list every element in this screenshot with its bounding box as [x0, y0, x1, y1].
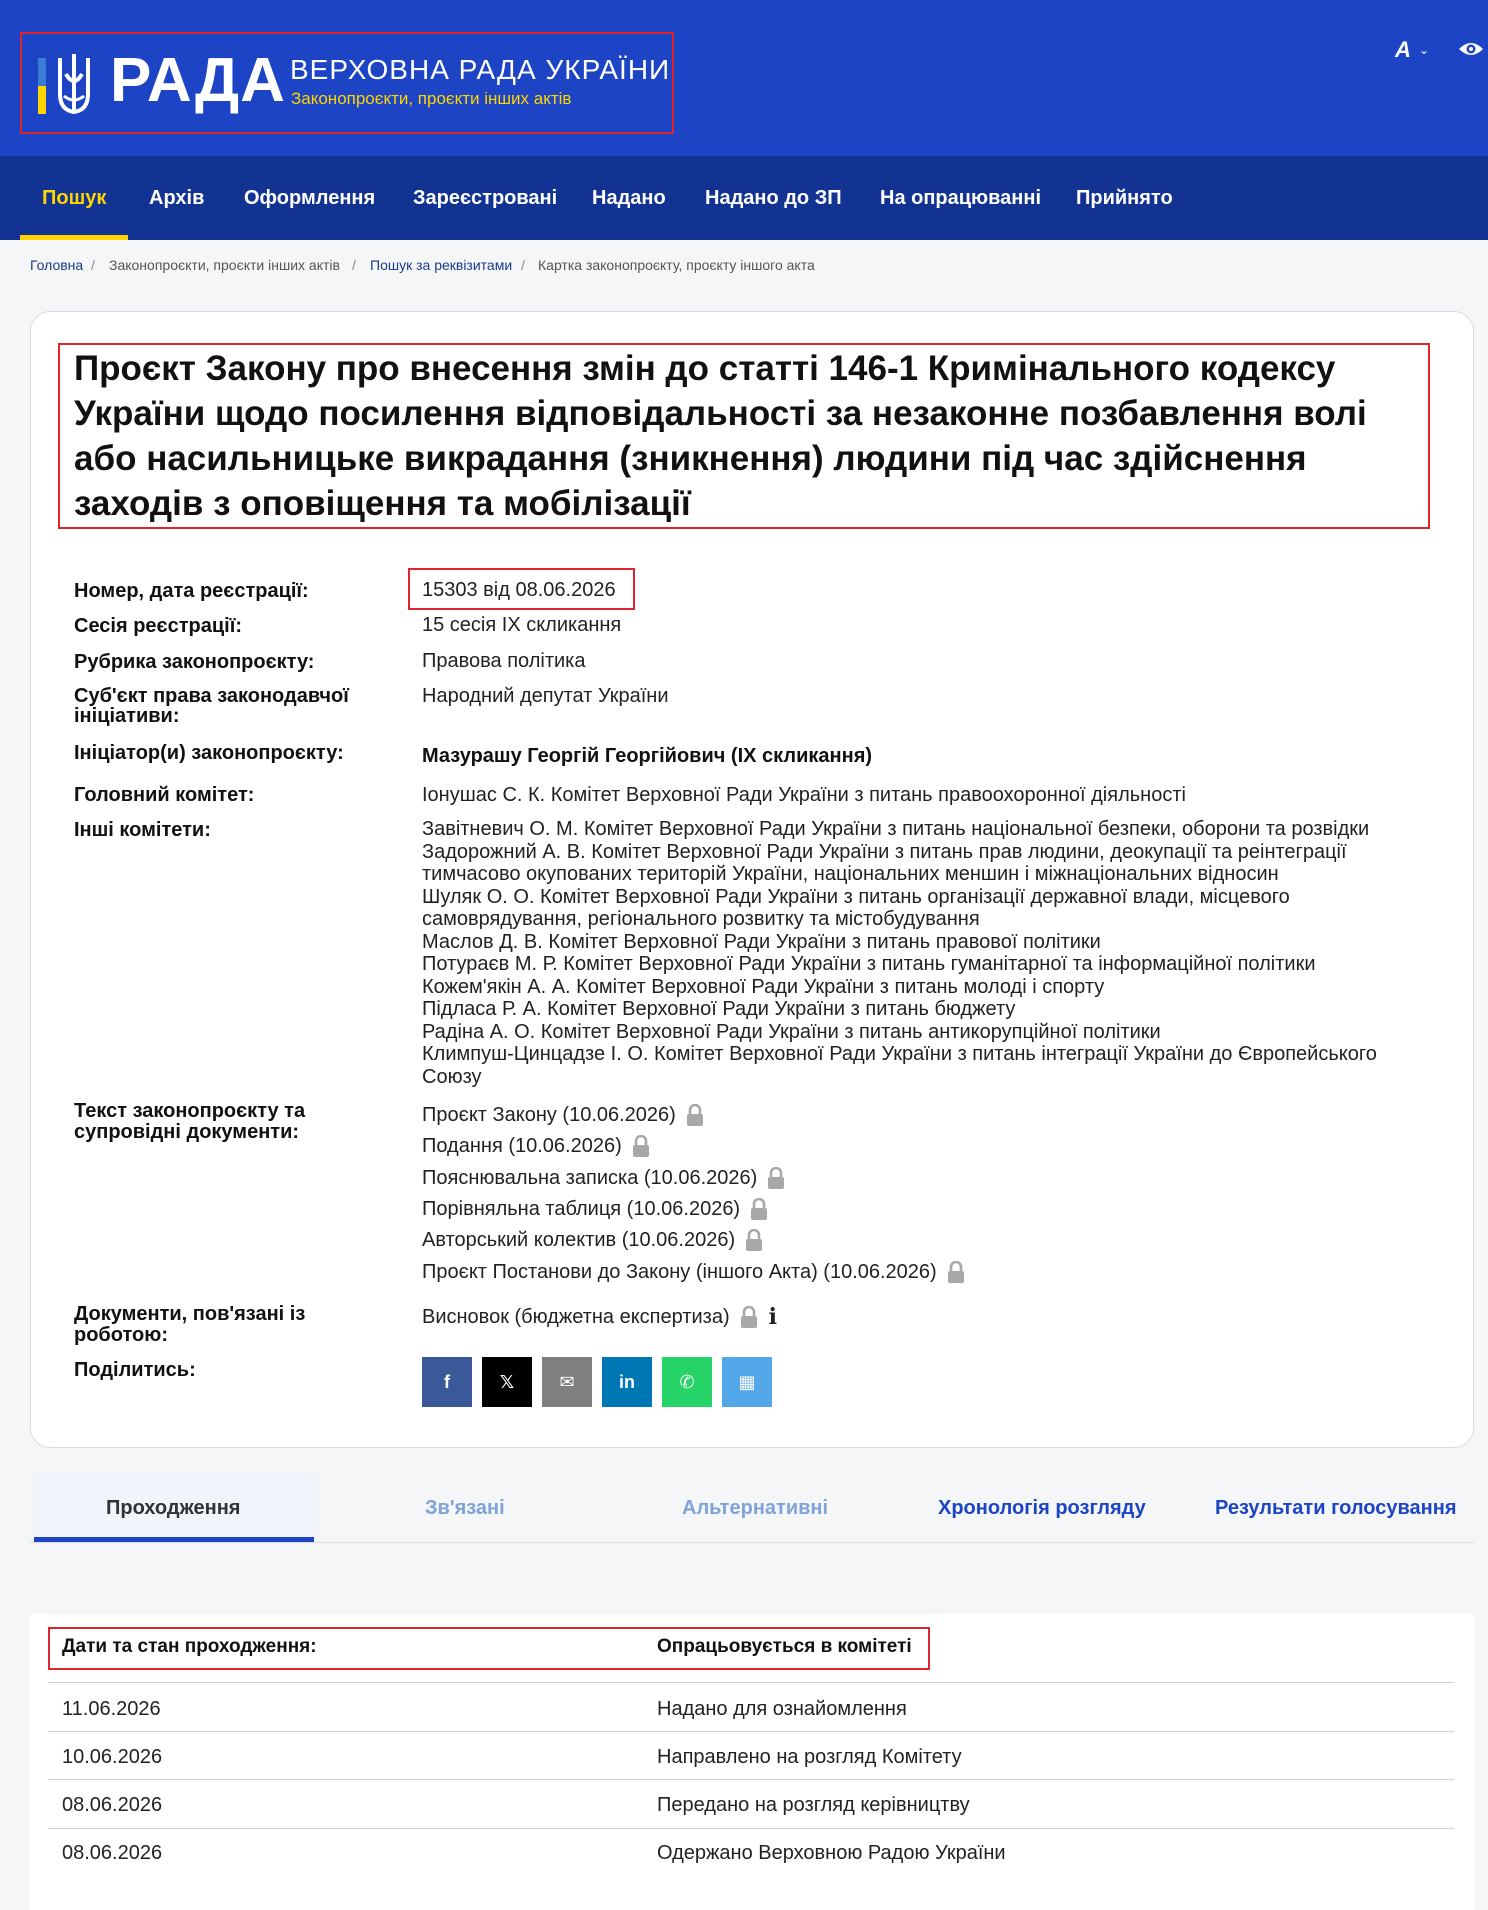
tab-related[interactable]: Зв'язані [425, 1497, 505, 1519]
committee-item: Климпуш-Цинцадзе І. О. Комітет Верховної Ради України з питань інтеграції України до Європейського Союзу [422, 1043, 1377, 1088]
rubric-label: Рубрика законопроєкту: [74, 651, 315, 673]
page-title: Проєкт Закону про внесення змін до статті 146-1 Кримінального кодексу України щодо посилення відповідальності за незаконне позбавлення волі або насильницьке викрадання (зникнення) людини під час здійснення заходів з оповіщення та мобілізації [74, 349, 1367, 523]
breadcrumb-current: Картка законопроєкту, проєкту іншого акта [538, 257, 815, 273]
status-row-date: 11.06.2026 [62, 1698, 161, 1720]
other-committees-label: Інші комітети: [74, 819, 211, 841]
row-divider [48, 1828, 1454, 1829]
status-row-text: Одержано Верховною Радою України [657, 1842, 1006, 1864]
status-row-text: Надано для ознайомлення [657, 1698, 907, 1720]
nav-item-archive[interactable]: Архів [149, 187, 205, 209]
subject-value: Народний депутат України [422, 685, 669, 707]
nav-item-registered[interactable]: Зареєстровані [413, 187, 558, 209]
share-x-button[interactable] [482, 1357, 532, 1407]
related-doc-link[interactable]: Висновок (бюджетна експертиза) [422, 1306, 730, 1328]
nav-item-in-progress[interactable]: На опрацюванні [880, 187, 1042, 209]
doc-item[interactable] [422, 1260, 966, 1284]
x-icon: 𝕏 [499, 1371, 515, 1392]
trident-icon [38, 54, 110, 118]
doc-item[interactable] [422, 1197, 769, 1221]
org-subtitle: Законопроєкти, проєкти інших актів [291, 89, 572, 108]
status-row-date: 08.06.2026 [62, 1842, 163, 1864]
other-committees-list [422, 818, 1432, 1088]
row-divider [48, 1682, 1454, 1683]
share-linkedin-button[interactable] [602, 1357, 652, 1407]
nav-item-drafting[interactable]: Оформлення [244, 187, 376, 209]
doc-item[interactable] [422, 1166, 786, 1190]
lock-icon [766, 1167, 786, 1189]
row-divider [48, 1731, 1454, 1732]
doc-link[interactable]: Проєкт Постанови до Закону (іншого Акта) (10.06.2026) [422, 1261, 937, 1283]
nav-item-adopted[interactable]: Прийнято [1076, 187, 1173, 209]
doc-link[interactable]: Подання (10.06.2026) [422, 1135, 622, 1157]
committee-item: Радіна А. О. Комітет Верховної Ради України з питань антикорупційної політики [422, 1020, 1161, 1043]
info-icon[interactable]: i [768, 1304, 777, 1330]
doc-item[interactable] [422, 1134, 651, 1158]
committee-item: Завітневич О. М. Комітет Верховної Ради України з питань національної безпеки, оборони та розвідки [422, 818, 1370, 840]
nav-item-submitted[interactable]: Надано [592, 187, 666, 209]
lock-icon [946, 1261, 966, 1283]
tabs-divider [30, 1542, 1474, 1543]
breadcrumb-bills[interactable]: Законопроєкти, проєкти інших актів [109, 257, 340, 273]
qr-code-icon: ▦ [738, 1371, 756, 1392]
tab-chronology[interactable]: Хронологія розгляду [938, 1497, 1146, 1519]
committee-item: Підласа Р. А. Комітет Верховної Ради України з питань бюджету [422, 998, 1016, 1020]
status-row-date: 10.06.2026 [62, 1746, 163, 1768]
doc-link[interactable]: Проєкт Закону (10.06.2026) [422, 1104, 676, 1126]
linkedin-icon: in [619, 1371, 635, 1392]
number-value: 15303 від 08.06.2026 [422, 579, 616, 601]
breadcrumb-separator: / [521, 257, 525, 273]
status-header-label: Дати та стан проходження: [62, 1636, 317, 1657]
doc-link[interactable]: Авторський колектив (10.06.2026) [422, 1229, 736, 1251]
main-nav [0, 156, 1488, 240]
subject-label: Суб'єкт права законодавчої ініціативи: [74, 685, 349, 727]
main-committee-value: Іонушас С. К. Комітет Верховної Ради України з питань правоохоронної діяльності [422, 784, 1186, 806]
email-icon: ✉ [559, 1371, 575, 1392]
share-label: Поділитись: [74, 1359, 196, 1381]
committee-item: Шуляк О. О. Комітет Верховної Ради України з питань організації державної влади, місцевого самоврядування, регіонального розвитку та містобудування [422, 885, 1290, 930]
tab-passage[interactable]: Проходження [106, 1497, 241, 1519]
doc-link[interactable]: Пояснювальна записка (10.06.2026) [422, 1167, 758, 1189]
site-header [0, 0, 1488, 156]
breadcrumb-search[interactable]: Пошук за реквізитами [370, 257, 513, 273]
related-doc-item[interactable] [422, 1305, 777, 1329]
row-divider [48, 1779, 1454, 1780]
whatsapp-icon: ✆ [679, 1371, 695, 1392]
main-committee-label: Головний комітет: [74, 784, 255, 806]
breadcrumb-separator: / [91, 257, 95, 273]
share-email-button[interactable] [542, 1357, 592, 1407]
initiator-value[interactable]: Мазурашу Георгій Георгійович (IX скликання) [422, 745, 873, 767]
status-row-text: Передано на розгляд керівництву [657, 1794, 970, 1816]
share-qr-button[interactable] [722, 1357, 772, 1407]
related-docs-label: Документи, пов'язані із роботою: [74, 1303, 306, 1346]
doc-link[interactable]: Порівняльна таблиця (10.06.2026) [422, 1198, 741, 1220]
tab-alternative[interactable]: Альтернативні [682, 1497, 829, 1519]
lock-icon [744, 1229, 764, 1251]
font-size-switch[interactable]: A [1395, 37, 1411, 62]
lock-icon [749, 1198, 769, 1220]
session-value: 15 сесія IX скликання [422, 614, 622, 636]
nav-active-indicator [20, 235, 128, 240]
doc-item[interactable] [422, 1228, 764, 1252]
share-facebook-button[interactable] [422, 1357, 472, 1407]
org-title: ВЕРХОВНА РАДА УКРАЇНИ [290, 54, 671, 85]
committee-item: Маслов Д. В. Комітет Верховної Ради України з питань правової політики [422, 930, 1101, 953]
status-row-text: Направлено на розгляд Комітету [657, 1746, 962, 1768]
doc-item[interactable] [422, 1103, 705, 1127]
status-row-date: 08.06.2026 [62, 1794, 163, 1816]
share-whatsapp-button[interactable] [662, 1357, 712, 1407]
committee-item: Потураєв М. Р. Комітет Верховної Ради України з питань гуманітарної та інформаційної політики [422, 953, 1316, 975]
lock-icon [685, 1104, 705, 1126]
initiator-label: Ініціатор(и) законопроєкту: [74, 742, 344, 764]
lock-icon [739, 1306, 759, 1328]
facebook-icon: f [444, 1371, 450, 1392]
number-label: Номер, дата реєстрації: [74, 580, 309, 602]
chevron-down-icon[interactable]: ⌄ [1419, 43, 1430, 57]
rubric-value: Правова політика [422, 650, 586, 672]
docs-label: Текст законопроєкту та супровідні документи: [74, 1100, 306, 1143]
tab-voting-results[interactable]: Результати голосування [1215, 1497, 1457, 1519]
committee-item: Кожем'якін А. А. Комітет Верховної Ради України з питань молоді і спорту [422, 975, 1105, 998]
nav-item-submitted-zp[interactable]: Надано до ЗП [705, 187, 842, 209]
status-header-value: Опрацьовується в комітеті [657, 1636, 912, 1657]
lock-icon [631, 1135, 651, 1157]
eye-icon[interactable] [1458, 40, 1484, 58]
committee-item: Задорожний А. В. Комітет Верховної Ради України з питань прав людини, деокупації та реінтеграції тимчасово окупованих територій України, національних меншин і міжнаціональних відносин [422, 840, 1347, 885]
breadcrumb-home[interactable]: Головна [30, 257, 84, 273]
session-label: Сесія реєстрації: [74, 615, 242, 637]
nav-item-search[interactable]: Пошук [42, 187, 107, 209]
logo-word[interactable]: РАДА [110, 46, 286, 115]
breadcrumb-separator: / [352, 257, 356, 273]
